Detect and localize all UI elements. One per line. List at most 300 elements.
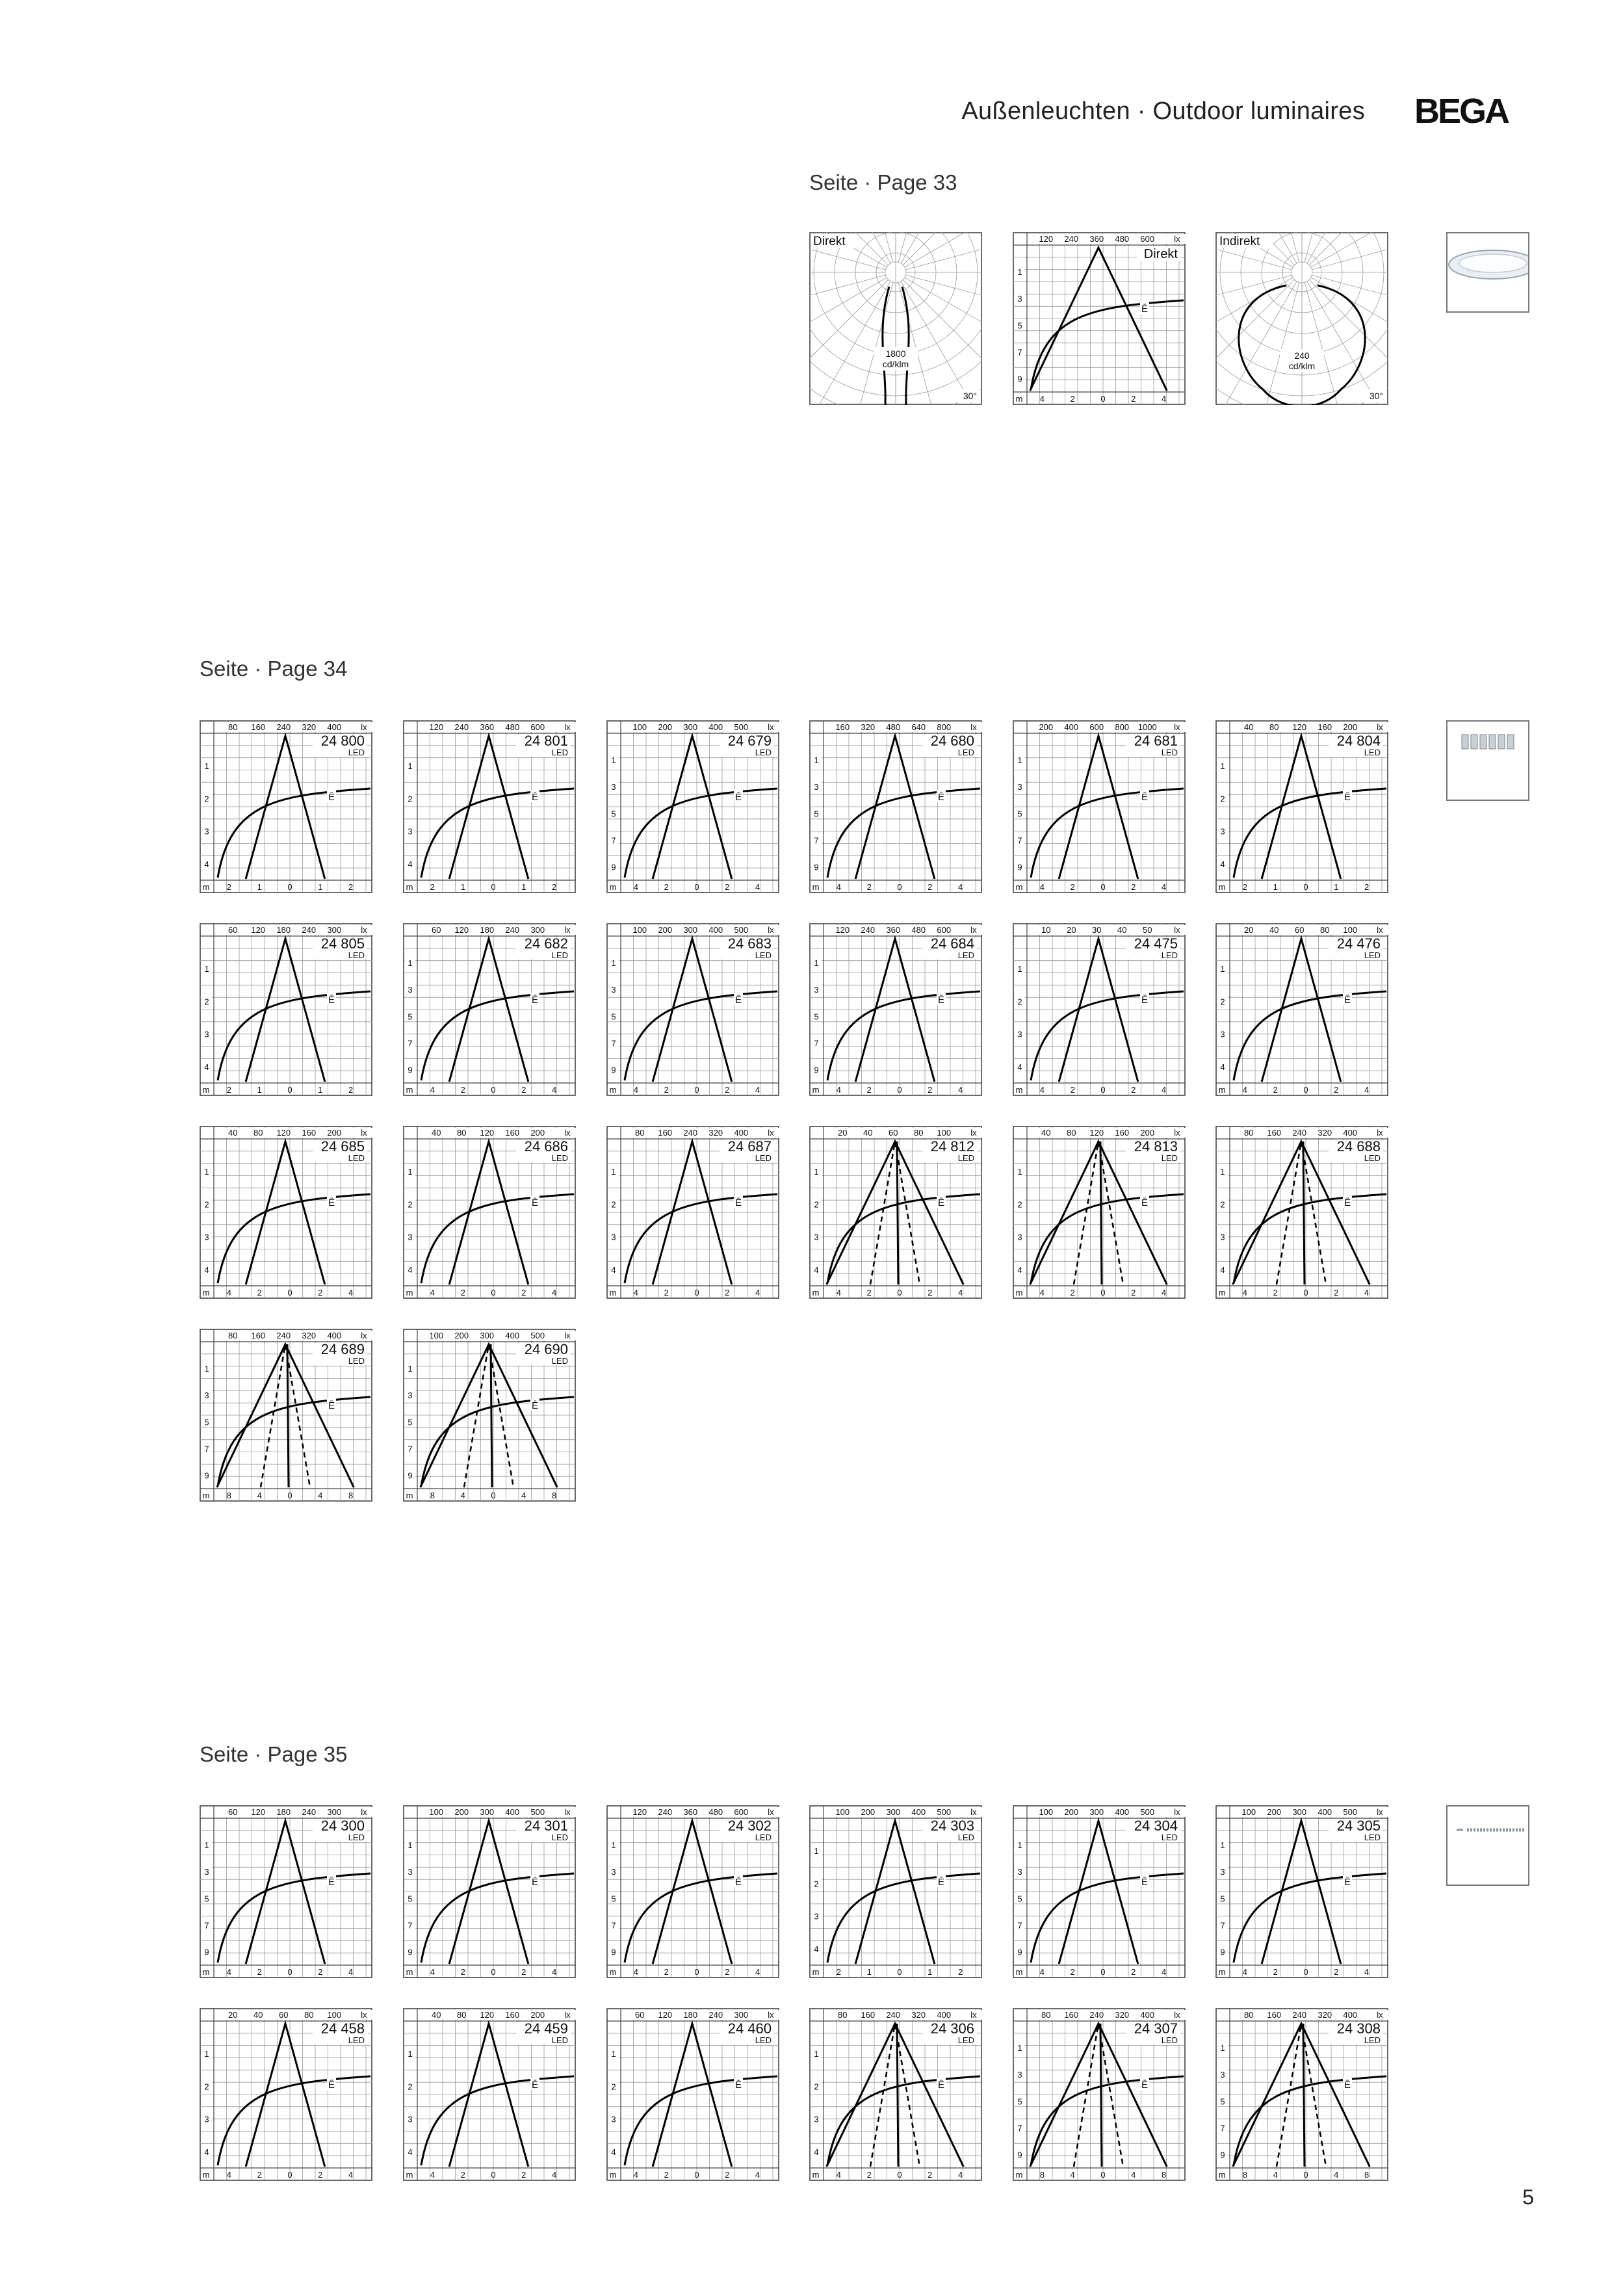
distance-tick-label: 7	[1017, 1920, 1022, 1931]
m-tick-label: 0	[287, 1288, 292, 1298]
lux-tick-label: 160	[1318, 722, 1332, 732]
m-axis-label: m	[406, 1288, 413, 1298]
m-tick-label: 2	[257, 2170, 262, 2180]
m-axis-label: m	[1015, 1085, 1023, 1095]
luminaire-type: LED	[957, 2035, 974, 2045]
m-tick-label: 2	[725, 882, 730, 892]
distance-tick-label: 9	[408, 1065, 413, 1075]
lux-tick-label: 120	[835, 925, 850, 935]
m-tick-label: 4	[755, 1967, 760, 1977]
isolux-diagram	[1215, 923, 1388, 1096]
m-tick-label: 2	[928, 2170, 933, 2180]
lux-tick-label: 200	[658, 722, 673, 732]
lux-tick-label: lx	[361, 2010, 367, 2020]
lux-tick-label: 180	[276, 925, 291, 935]
lux-tick-label: lx	[361, 1128, 367, 1138]
m-tick-label: 2	[928, 1085, 933, 1095]
m-tick-label: 2	[460, 1288, 465, 1298]
distance-tick-label: 2	[408, 1199, 413, 1210]
luminaire-number: 24 308	[1336, 2020, 1381, 2037]
luminaire-type: LED	[551, 1356, 568, 1366]
lux-tick-label: 480	[911, 925, 926, 935]
lux-tick-label: 80	[228, 722, 238, 732]
distance-tick-label: 7	[814, 1038, 819, 1049]
lux-tick-label: lx	[1174, 2010, 1180, 2020]
lux-tick-label: 400	[1343, 2010, 1358, 2020]
lux-tick-label: 50	[1143, 925, 1152, 935]
lux-tick-label: 40	[1117, 925, 1127, 935]
m-axis-label: m	[609, 1288, 617, 1298]
luminaire-type: LED	[348, 1356, 365, 1366]
m-tick-label: 0	[897, 1085, 902, 1095]
distance-tick-label: 3	[814, 2114, 819, 2124]
luminaire-type: LED	[551, 1833, 568, 1842]
lux-tick-label: 80	[1244, 2010, 1254, 2020]
m-tick-label: 2	[348, 882, 354, 892]
distance-tick-label: 5	[408, 1417, 413, 1428]
distance-tick-label: 5	[814, 809, 819, 819]
lux-tick-label: 40	[253, 2010, 263, 2020]
lux-tick-label: 60	[279, 2010, 289, 2020]
lux-tick-label: 200	[1140, 1128, 1155, 1138]
distance-tick-label: 4	[1220, 1264, 1225, 1275]
lux-tick-label: 400	[1343, 1128, 1358, 1138]
m-tick-label: 2	[1070, 394, 1075, 404]
lux-tick-label: 100	[1241, 1807, 1256, 1817]
illuminance-curve-label: Ē	[531, 2080, 539, 2091]
m-axis-label: m	[1218, 882, 1226, 892]
luminaire-number: 24 684	[930, 935, 974, 952]
lux-tick-label: 240	[708, 2010, 723, 2020]
m-tick-label: 0	[897, 1967, 902, 1977]
distance-tick-label: 5	[1220, 2096, 1225, 2107]
m-tick-label: 0	[287, 1967, 292, 1977]
distance-tick-label: 4	[408, 2146, 413, 2157]
m-tick-label: 0	[897, 1288, 902, 1298]
isolux-diagram	[1013, 2008, 1186, 2181]
distance-tick-label: 2	[408, 794, 413, 804]
lux-tick-label: 400	[327, 722, 342, 732]
light-axis	[897, 1141, 898, 1285]
distance-tick-label: 9	[408, 1947, 413, 1957]
distance-tick-label: 4	[408, 1264, 413, 1275]
lux-tick-label: 300	[480, 1807, 495, 1817]
lux-tick-label: 200	[1343, 722, 1358, 732]
isolux-diagram	[809, 720, 982, 893]
illuminance-curve-label: Ē	[328, 1400, 335, 1411]
lux-tick-label: 20	[1067, 925, 1076, 935]
luminaire-number: 24 812	[930, 1138, 974, 1155]
distance-tick-label: 2	[1220, 794, 1225, 804]
distance-tick-label: 5	[611, 1011, 616, 1022]
distance-tick-label: 3	[611, 782, 616, 792]
distance-tick-label: 1	[408, 1167, 413, 1177]
lux-tick-label: 360	[480, 722, 495, 732]
luminaire-number: 24 683	[727, 935, 772, 952]
polar-direction-label: Direkt	[813, 235, 846, 248]
m-tick-label: 0	[897, 882, 902, 892]
lux-tick-label: 160	[505, 2010, 520, 2020]
distance-tick-label: 1	[408, 2049, 413, 2059]
lux-tick-label: lx	[564, 1331, 571, 1340]
isolux-diagram	[1013, 720, 1186, 893]
luminaire-type: LED	[348, 1833, 365, 1842]
distance-tick-label: 2	[204, 2081, 209, 2092]
m-tick-label: 2	[836, 1967, 842, 1977]
m-tick-label: 4	[1039, 394, 1045, 404]
m-tick-label: 2	[226, 1085, 232, 1095]
isolux-diagram	[403, 720, 576, 893]
m-tick-label: 2	[725, 2170, 730, 2180]
luminaire-number: 24 460	[727, 2020, 772, 2037]
page-number: 5	[1522, 2185, 1534, 2209]
luminaire-type: LED	[1161, 748, 1178, 757]
m-tick-label: 2	[664, 1967, 669, 1977]
distance-tick-label: 3	[1017, 1867, 1022, 1877]
isolux-diagram	[1013, 923, 1186, 1096]
distance-tick-label: 2	[1220, 997, 1225, 1007]
luminaire-type: LED	[755, 2035, 772, 2045]
lux-tick-label: 500	[734, 722, 749, 732]
lux-tick-label: 40	[1041, 1128, 1051, 1138]
lux-tick-label: 500	[530, 1331, 545, 1340]
distance-tick-label: 1	[1220, 1840, 1225, 1851]
m-tick-label: 4	[1039, 882, 1045, 892]
m-axis-label: m	[609, 2170, 617, 2180]
distance-tick-label: 2	[204, 1199, 209, 1210]
lux-tick-label: 200	[530, 2010, 545, 2020]
luminaire-type: LED	[1161, 1833, 1178, 1842]
m-tick-label: 0	[287, 882, 292, 892]
lux-tick-label: 300	[683, 722, 698, 732]
lux-tick-label: lx	[970, 722, 977, 732]
m-tick-label: 4	[755, 1085, 760, 1095]
distance-tick-label: 7	[1220, 1920, 1225, 1931]
m-tick-label: 4	[1364, 1085, 1370, 1095]
illuminance-curve-label: Ē	[937, 995, 945, 1006]
distance-tick-label: 3	[1220, 826, 1225, 837]
lux-tick-label: 40	[432, 2010, 441, 2020]
m-tick-label: 4	[551, 1085, 557, 1095]
luminaire-type: LED	[755, 1833, 772, 1842]
m-tick-label: 4	[633, 2170, 639, 2180]
lux-tick-label: lx	[564, 1807, 571, 1817]
distance-tick-label: 5	[611, 1894, 616, 1904]
m-tick-label: 0	[1303, 1288, 1308, 1298]
luminaire-number: 24 681	[1134, 733, 1178, 749]
distance-tick-label: 7	[1017, 835, 1022, 846]
luminaire-number: 24 690	[524, 1341, 568, 1357]
isolux-diagram	[1215, 2008, 1388, 2181]
m-tick-label: 4	[633, 1967, 639, 1977]
distance-tick-label: 7	[611, 1920, 616, 1931]
luminaire-type: LED	[755, 950, 772, 960]
distance-tick-label: 3	[408, 826, 413, 837]
m-tick-label: 2	[664, 1085, 669, 1095]
light-axis	[1303, 2024, 1305, 2167]
lux-tick-label: 80	[1269, 722, 1279, 732]
lux-tick-label: lx	[1174, 925, 1180, 935]
m-tick-label: 2	[460, 1085, 465, 1095]
distance-tick-label: 3	[814, 1911, 819, 1922]
distance-tick-label: 2	[408, 2081, 413, 2092]
m-axis-label: m	[406, 882, 413, 892]
distance-tick-label: 7	[1220, 2123, 1225, 2133]
lux-tick-label: 400	[911, 1807, 926, 1817]
distance-tick-label: 3	[408, 2114, 413, 2124]
illuminance-curve-label: Ē	[1141, 1877, 1149, 1888]
distance-tick-label: 3	[611, 985, 616, 995]
m-tick-label: 2	[318, 1288, 323, 1298]
isolux-diagram	[606, 1126, 779, 1299]
m-tick-label: 2	[1273, 1085, 1278, 1095]
distance-tick-label: 3	[814, 985, 819, 995]
lux-tick-label: 600	[530, 722, 545, 732]
m-tick-label: 0	[1303, 1085, 1308, 1095]
m-axis-label: m	[406, 1491, 413, 1500]
luminaire-number: 24 813	[1134, 1138, 1178, 1155]
distance-tick-label: 1	[1017, 267, 1022, 278]
m-tick-label: 0	[1303, 882, 1308, 892]
illuminance-curve-label: Ē	[937, 1877, 945, 1888]
m-tick-label: 1	[1273, 882, 1278, 892]
luminaire-type: LED	[1161, 2035, 1178, 2045]
lux-tick-label: 80	[457, 1128, 467, 1138]
m-axis-label: m	[812, 1288, 820, 1298]
lux-tick-label: 500	[937, 1807, 952, 1817]
lux-tick-label: 320	[911, 2010, 926, 2020]
distance-tick-label: 9	[204, 1947, 209, 1957]
m-tick-label: 4	[348, 2170, 354, 2180]
isolux-diagram	[403, 923, 576, 1096]
distance-tick-label: 2	[814, 1199, 819, 1210]
polar-diagram-indirect	[1215, 232, 1388, 405]
illuminance-curve-label: Ē	[531, 995, 539, 1006]
luminaire-number: 24 805	[320, 935, 365, 952]
illuminance-curve-label: Ē	[734, 2080, 742, 2091]
lux-tick-label: 40	[432, 1128, 441, 1138]
illuminance-curve-label: Ē	[1141, 304, 1149, 315]
m-axis-label: m	[1218, 1288, 1226, 1298]
luminaire-number: 24 475	[1134, 935, 1178, 952]
distance-tick-label: 1	[814, 958, 819, 969]
isolux-diagram	[403, 1126, 576, 1299]
lux-tick-label: 240	[886, 2010, 901, 2020]
lux-tick-label: 300	[480, 1331, 495, 1340]
distance-tick-label: 1	[204, 1167, 209, 1177]
luminaire-number: 24 303	[930, 1818, 974, 1834]
luminaire-number: 24 459	[524, 2020, 568, 2037]
illuminance-curve-label: Ē	[531, 1400, 539, 1411]
distance-tick-label: 7	[611, 1038, 616, 1049]
m-axis-label: m	[812, 1967, 820, 1977]
distance-tick-label: 1	[814, 2049, 819, 2059]
m-tick-label: 8	[1364, 2170, 1370, 2180]
luminaire-type: LED	[755, 1153, 772, 1163]
distance-tick-label: 9	[1220, 2150, 1225, 2160]
lux-tick-label: 100	[835, 1807, 850, 1817]
distance-tick-label: 4	[1017, 1264, 1022, 1275]
lux-tick-label: lx	[1174, 722, 1180, 732]
distance-tick-label: 3	[1017, 294, 1022, 304]
distance-tick-label: 1	[611, 1840, 616, 1851]
lux-tick-label: 100	[632, 722, 647, 732]
m-tick-label: 4	[755, 2170, 760, 2180]
lux-tick-label: 500	[1343, 1807, 1358, 1817]
distance-tick-label: 3	[814, 782, 819, 792]
lux-tick-label: 120	[1039, 234, 1054, 244]
m-tick-label: 2	[1070, 1967, 1075, 1977]
illuminance-curve-label: Ē	[328, 792, 335, 803]
lux-tick-label: 240	[683, 1128, 698, 1138]
m-tick-label: 0	[1303, 2170, 1308, 2180]
m-tick-label: 0	[1100, 1967, 1106, 1977]
m-tick-label: 0	[694, 2170, 699, 2180]
distance-tick-label: 3	[1017, 2070, 1022, 2080]
illuminance-curve-label: Ē	[937, 792, 945, 803]
lux-tick-label: 200	[454, 1331, 469, 1340]
m-tick-label: 0	[694, 1967, 699, 1977]
lux-tick-label: 20	[838, 1128, 848, 1138]
luminaire-image	[1448, 233, 1528, 311]
luminaire-type: LED	[348, 2035, 365, 2045]
lux-tick-label: 120	[632, 1807, 647, 1817]
m-tick-label: 4	[1242, 1085, 1248, 1095]
distance-tick-label: 3	[1017, 1029, 1022, 1039]
distance-tick-label: 3	[204, 1867, 209, 1877]
m-axis-label: m	[812, 1085, 820, 1095]
m-tick-label: 1	[318, 1085, 323, 1095]
m-axis-label: m	[609, 1085, 617, 1095]
lux-tick-label: 100	[1343, 925, 1358, 935]
m-tick-label: 4	[755, 1288, 760, 1298]
lux-tick-label: 320	[302, 722, 317, 732]
m-tick-label: 2	[1273, 1288, 1278, 1298]
distance-tick-label: 3	[204, 1390, 209, 1401]
distance-tick-label: 3	[204, 826, 209, 837]
lux-tick-label: 60	[889, 1128, 898, 1138]
m-tick-label: 0	[694, 882, 699, 892]
isolux-diagram	[200, 1329, 372, 1502]
luminaire-type: LED	[957, 950, 974, 960]
isolux-diagram	[606, 720, 779, 893]
lux-tick-label: 100	[632, 925, 647, 935]
lux-tick-label: 100	[1039, 1807, 1054, 1817]
m-tick-label: 4	[521, 1491, 526, 1500]
distance-tick-label: 1	[611, 958, 616, 969]
product-thumbnail	[1446, 1805, 1529, 1886]
illuminance-curve-label: Ē	[328, 2080, 335, 2091]
light-axis	[1303, 1141, 1305, 1285]
m-axis-label: m	[202, 1491, 210, 1500]
lux-tick-label: lx	[361, 1807, 367, 1817]
isolux-diagram	[606, 923, 779, 1096]
m-axis-label: m	[202, 1085, 210, 1095]
distance-tick-label: 5	[611, 809, 616, 819]
lux-tick-label: 600	[1089, 722, 1104, 732]
m-tick-label: 2	[1131, 1288, 1136, 1298]
m-tick-label: 0	[287, 1491, 292, 1500]
lux-tick-label: lx	[768, 2010, 774, 2020]
distance-tick-label: 3	[611, 2114, 616, 2124]
lux-tick-label: 500	[734, 925, 749, 935]
m-tick-label: 4	[836, 1085, 842, 1095]
m-axis-label: m	[1015, 882, 1023, 892]
illuminance-curve-label: Ē	[734, 1877, 742, 1888]
distance-tick-label: 5	[814, 1011, 819, 1022]
m-tick-label: 4	[957, 1288, 963, 1298]
lux-tick-label: lx	[970, 1807, 977, 1817]
distance-tick-label: 3	[408, 1232, 413, 1242]
illuminance-curve-label: Ē	[1141, 1197, 1149, 1208]
lux-tick-label: lx	[1377, 2010, 1383, 2020]
lux-tick-label: 300	[327, 925, 342, 935]
isolux-diagram	[606, 1805, 779, 1978]
m-tick-label: 4	[836, 1288, 842, 1298]
distance-tick-label: 5	[1017, 1894, 1022, 1904]
m-tick-label: 8	[226, 1491, 232, 1500]
m-tick-label: 2	[928, 1288, 933, 1298]
m-tick-label: 8	[1242, 2170, 1248, 2180]
lux-tick-label: 160	[658, 1128, 673, 1138]
distance-tick-label: 1	[204, 1840, 209, 1851]
lux-tick-label: 240	[276, 1331, 291, 1340]
distance-tick-label: 4	[1220, 1062, 1225, 1072]
luminaire-number: 24 679	[727, 733, 772, 749]
distance-tick-label: 5	[408, 1894, 413, 1904]
distance-tick-label: 5	[1017, 809, 1022, 819]
lux-tick-label: 180	[276, 1807, 291, 1817]
distance-tick-label: 7	[611, 835, 616, 846]
m-tick-label: 2	[664, 2170, 669, 2180]
lux-tick-label: 240	[302, 925, 317, 935]
lux-tick-label: 80	[1320, 925, 1330, 935]
lux-tick-label: lx	[361, 925, 367, 935]
lux-tick-label: 480	[505, 722, 520, 732]
lux-tick-label: 80	[1041, 2010, 1051, 2020]
lux-tick-label: 320	[708, 1128, 723, 1138]
luminaire-type: LED	[348, 1153, 365, 1163]
lux-tick-label: lx	[564, 2010, 571, 2020]
luminaire-number: 24 800	[320, 733, 365, 749]
lux-tick-label: 120	[480, 2010, 495, 2020]
lux-tick-label: 240	[1292, 2010, 1307, 2020]
product-thumbnail	[1446, 232, 1529, 313]
m-tick-label: 4	[1161, 882, 1167, 892]
luminaire-number: 24 689	[320, 1341, 365, 1357]
lux-tick-label: 120	[276, 1128, 291, 1138]
m-axis-label: m	[406, 2170, 413, 2180]
lux-tick-label: 640	[911, 722, 926, 732]
distance-tick-label: 3	[1017, 1232, 1022, 1242]
m-tick-label: 0	[491, 1085, 496, 1095]
lux-tick-label: lx	[970, 1128, 977, 1138]
m-axis-label: m	[1015, 394, 1023, 404]
m-axis-label: m	[1015, 1288, 1023, 1298]
m-tick-label: 2	[1070, 1288, 1075, 1298]
m-tick-label: 0	[491, 1967, 496, 1977]
distance-tick-label: 3	[814, 1232, 819, 1242]
distance-tick-label: 9	[1017, 862, 1022, 872]
m-tick-label: 4	[836, 2170, 842, 2180]
distance-tick-label: 9	[1017, 1947, 1022, 1957]
illuminance-curve-label: Ē	[734, 1197, 742, 1208]
m-tick-label: 4	[551, 2170, 557, 2180]
luminaire-number: 24 302	[727, 1818, 772, 1834]
m-axis-label: m	[609, 1967, 617, 1977]
lux-tick-label: 20	[1244, 925, 1254, 935]
m-tick-label: 2	[866, 1288, 872, 1298]
